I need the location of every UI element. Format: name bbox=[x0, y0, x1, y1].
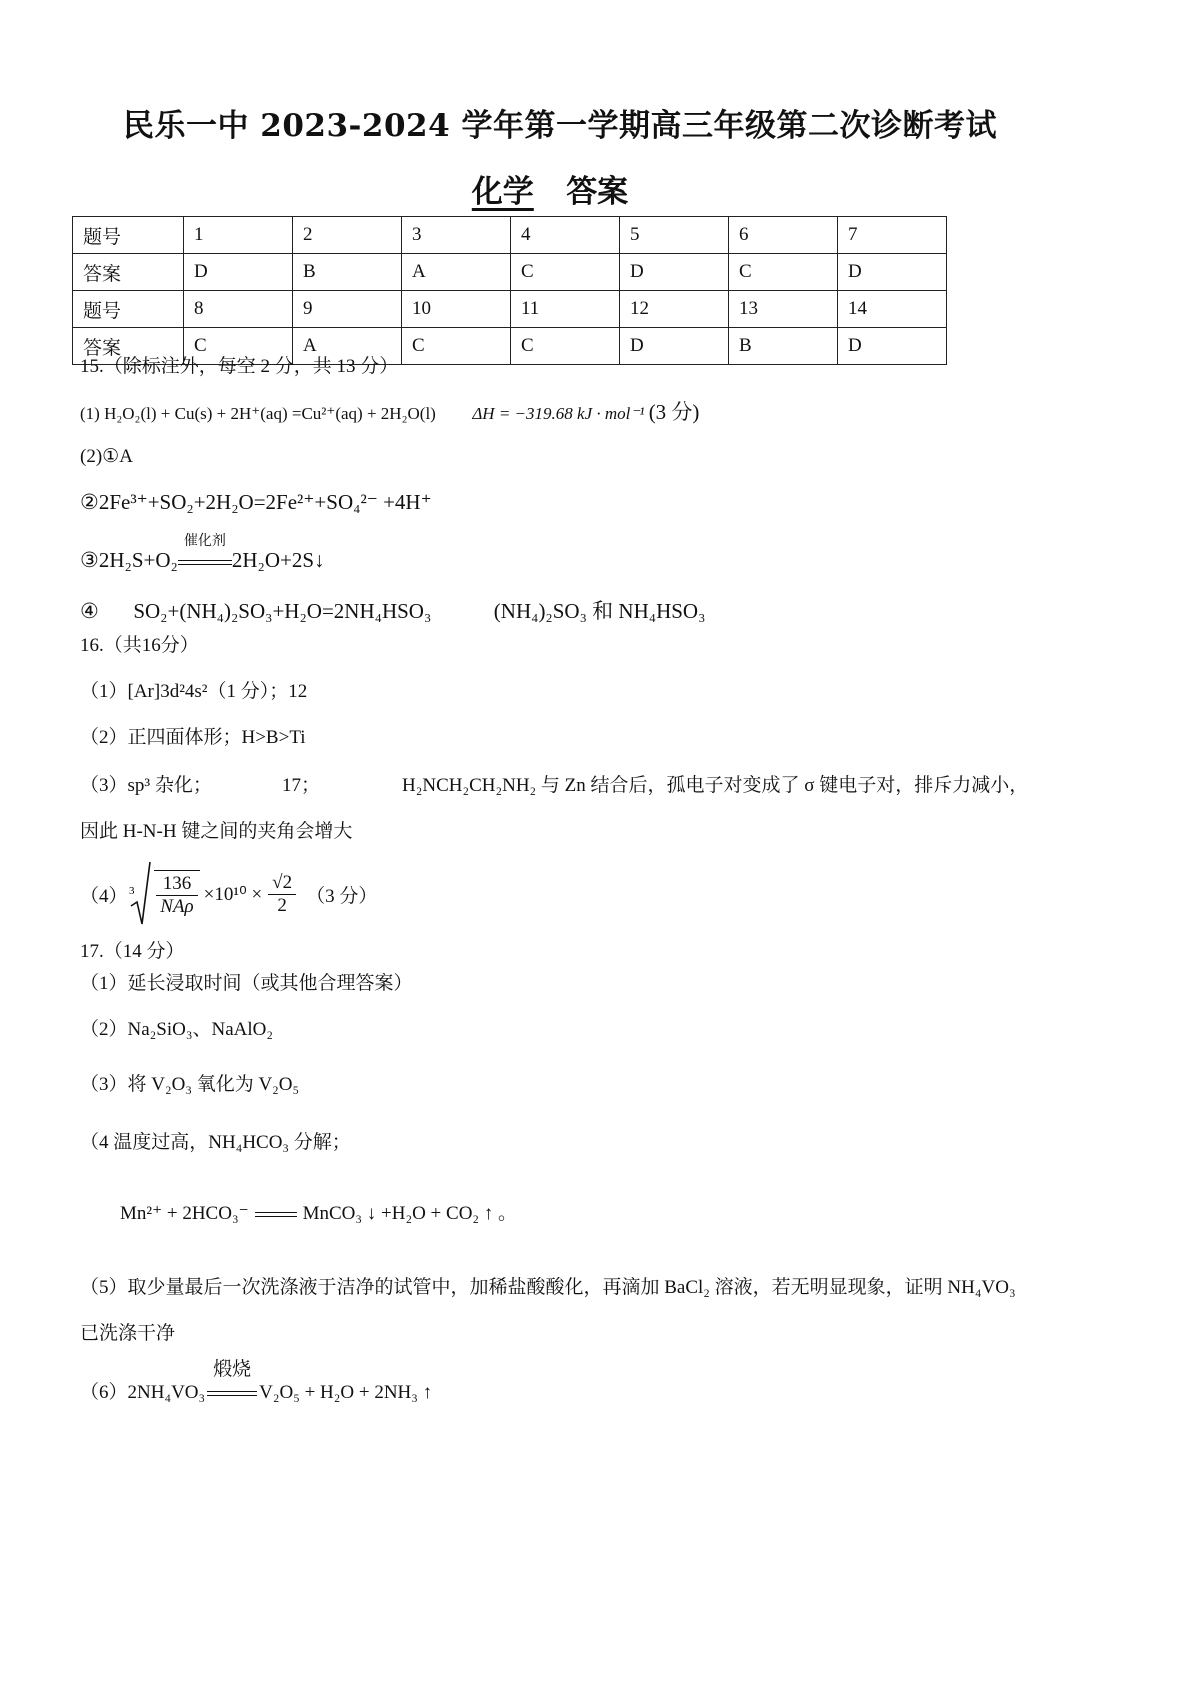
row-header-cell: 题号 bbox=[73, 217, 184, 254]
subtitle-suffix: 答案 bbox=[566, 174, 629, 210]
q16-part3d: 因此 H-N-H 键之间的夹角会增大 bbox=[80, 821, 353, 842]
table-cell: 8 bbox=[184, 291, 293, 328]
table-cell: 4 bbox=[511, 217, 620, 254]
q15-part2b: ②2Fe³⁺+SO₂+2H₂O=2Fe²⁺+SO₄²⁻ +4H⁺ bbox=[80, 490, 432, 514]
table-cell: B bbox=[293, 254, 402, 291]
q15-part2c-products: 2H₂O+2S↓ bbox=[231, 548, 325, 572]
root-index: 3 bbox=[128, 885, 135, 897]
table-cell: D bbox=[620, 254, 729, 291]
q15-part2d-equation: SO₂+(NH₄)₂SO₃+H₂O=2NH₄HSO₃ bbox=[133, 599, 432, 623]
q15-part2d bbox=[80, 595, 705, 625]
cube-root bbox=[128, 860, 200, 928]
table-row bbox=[73, 291, 947, 328]
table-cell: D bbox=[838, 254, 947, 291]
table-cell: 12 bbox=[620, 291, 729, 328]
q16-part4-multiplier: ×10¹⁰ × bbox=[203, 883, 263, 905]
table-cell: 6 bbox=[729, 217, 838, 254]
table-cell: 1 bbox=[184, 217, 293, 254]
table-cell: 9 bbox=[293, 291, 402, 328]
table-cell: 7 bbox=[838, 217, 947, 254]
q17-part4: （4 温度过高，NH₄HCO₃ 分解； bbox=[80, 1132, 351, 1153]
table-cell: 3 bbox=[402, 217, 511, 254]
q17-heading: 17.（14 分） bbox=[80, 941, 185, 962]
table-cell: B bbox=[729, 328, 838, 365]
answer-table bbox=[72, 216, 947, 365]
table-cell: 11 bbox=[511, 291, 620, 328]
q17-part4-equation bbox=[120, 1198, 517, 1225]
q15-part1-equation: H₂O₂(l) + Cu(s) + 2H⁺(aq) =Cu²⁺(aq) + 2H₂O(l) bbox=[104, 404, 436, 423]
q17-part6-products: V₂O₅ + H₂O + 2NH₃ ↑ bbox=[259, 1382, 433, 1403]
q17-part2: （2）Na₂SiO₃、NaAlO₂ bbox=[80, 1019, 273, 1040]
q17-eq-right: MnCO₃ ↓ +H₂O + CO₂ ↑ 。 bbox=[302, 1203, 518, 1224]
q15-part2c-reactants: ③2H₂S+O₂ bbox=[80, 548, 178, 572]
q17-eq-left: Mn²⁺ + 2HCO₃⁻ bbox=[120, 1203, 249, 1224]
table-cell: D bbox=[184, 254, 293, 291]
q17-part5a: （5）取少量最后一次洗涤液于洁净的试管中，加稀盐酸酸化，再滴加 BaCl₂ 溶液，若无明显现象，证明 NH₄VO₃ bbox=[80, 1277, 1016, 1298]
table-cell: C bbox=[402, 328, 511, 365]
row-header-cell: 答案 bbox=[73, 328, 184, 365]
catalyst-label: 催化剂 bbox=[183, 534, 226, 549]
q15-part2d-label: ④ bbox=[80, 599, 99, 623]
table-cell: 10 bbox=[402, 291, 511, 328]
q15-part2d-answer: (NH₄)₂SO₃ 和 NH₄HSO₃ bbox=[493, 599, 706, 623]
q15-part1-label: (1) bbox=[80, 404, 100, 423]
table-cell: A bbox=[402, 254, 511, 291]
q16-part3c: H₂NCH₂CH₂NH₂ 与 Zn 结合后，孤电子对变成了 σ 键电子对，排斥力减小， bbox=[402, 775, 1029, 796]
q15-part1 bbox=[80, 396, 699, 426]
q15-part1-enthalpy: ΔH = −319.68 kJ · mol⁻¹ bbox=[472, 404, 645, 423]
equals-sign bbox=[255, 1203, 297, 1225]
table-cell: 5 bbox=[620, 217, 729, 254]
row-header-cell: 答案 bbox=[73, 254, 184, 291]
fraction-136: $\frac{136}{\text{NAρ}}$ bbox=[156, 873, 197, 918]
q15-part1-score: (3 分) bbox=[648, 400, 700, 424]
table-cell: C bbox=[511, 254, 620, 291]
table-row bbox=[73, 217, 947, 254]
q16-part4 bbox=[80, 858, 377, 930]
table-cell: C bbox=[511, 328, 620, 365]
catalyst-arrow bbox=[178, 534, 232, 573]
table-cell: A bbox=[293, 328, 402, 365]
q16-part1: （1）[Ar]3d²4s²（1 分）；12 bbox=[80, 681, 308, 702]
q17-part5b: 已洗涤干净 bbox=[80, 1323, 176, 1344]
q16-part4-label: （4） bbox=[80, 885, 128, 907]
fraction-sqrt2: $\frac{√2}{2}$ bbox=[268, 872, 296, 917]
row-header-cell: 题号 bbox=[73, 291, 184, 328]
q17-part6 bbox=[80, 1359, 433, 1404]
q16-part3a: （3）sp³ 杂化； bbox=[80, 775, 212, 796]
page-title: 民乐一中 2023-2024 学年第一学期高三年级第二次诊断考试 bbox=[122, 108, 997, 144]
q15-part2a: (2)①A bbox=[80, 446, 133, 467]
table-row bbox=[73, 254, 947, 291]
q16-part3b: 17； bbox=[282, 775, 321, 796]
table-cell: D bbox=[620, 328, 729, 365]
q17-part3: （3）将 V₂O₃ 氧化为 V₂O₅ bbox=[80, 1074, 300, 1095]
q16-part4-score: （3 分） bbox=[306, 885, 378, 907]
table-cell: 14 bbox=[838, 291, 947, 328]
calcination-arrow bbox=[207, 1359, 257, 1404]
table-cell: 2 bbox=[293, 217, 402, 254]
page-subtitle bbox=[0, 166, 1100, 211]
table-cell: C bbox=[184, 328, 293, 365]
q16-heading: 16.（共16分） bbox=[80, 635, 199, 656]
subject-label: 化学 bbox=[471, 174, 534, 210]
table-cell: C bbox=[729, 254, 838, 291]
q17-part6-reactant: （6）2NH₄VO₃ bbox=[80, 1382, 206, 1403]
q15-part2c bbox=[80, 534, 325, 573]
q16-part2: （2）正四面体形；H>B>Ti bbox=[80, 727, 306, 748]
calcination-label: 煅烧 bbox=[213, 1359, 252, 1380]
q17-part1: （1）延长浸取时间（或其他合理答案） bbox=[80, 973, 413, 994]
table-cell: D bbox=[838, 328, 947, 365]
q15-heading: 15.（除标注外，每空 2 分，共 13 分） bbox=[80, 356, 399, 377]
table-cell: 13 bbox=[729, 291, 838, 328]
